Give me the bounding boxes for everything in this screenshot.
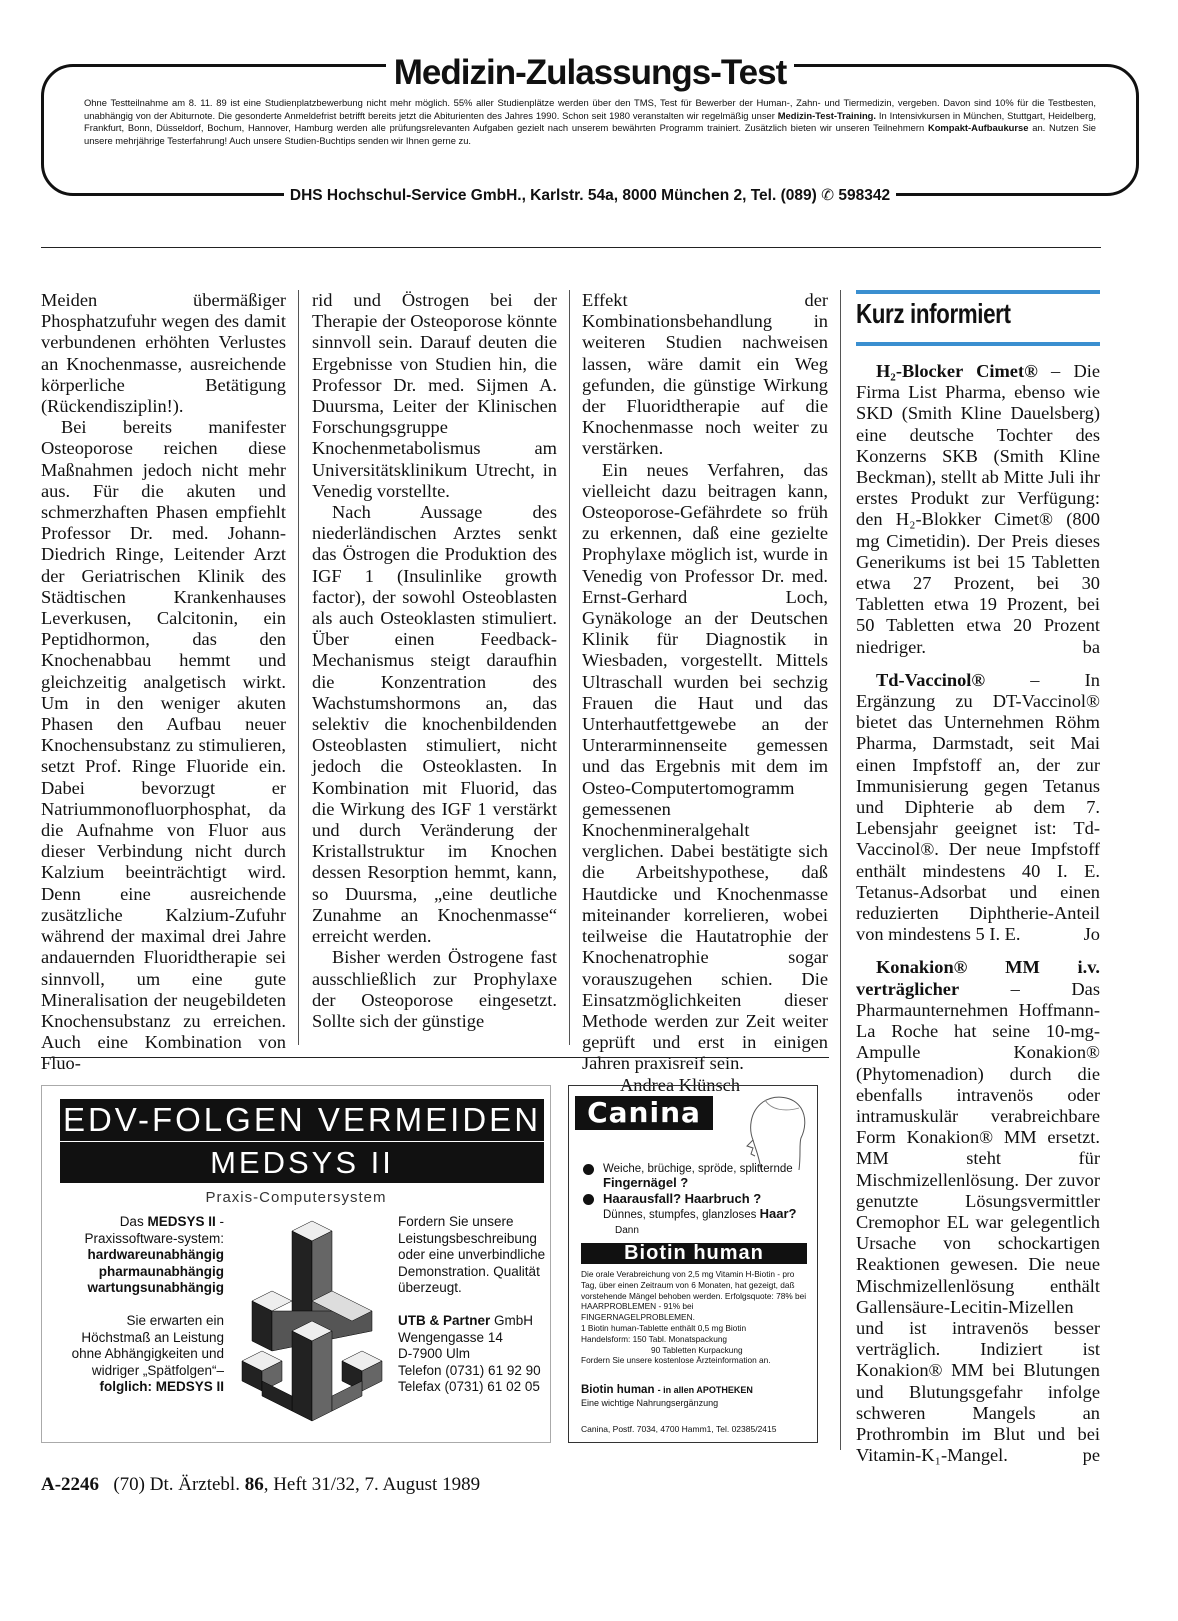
article-column-2: [312, 290, 557, 1032]
page-footer: A-2246 (70) Dt. Ärztebl. 86, Heft 31/32, 7. August 1989: [41, 1474, 481, 1495]
canina-description: Die orale Verabreichung von 2,5 mg Vitamin H-Biotin - pro Tag, über einen Zeitraum von 6 Monaten, hat gezeigt, daß vorstehende Mängel behoben werden. Erfolgsquote: 78% bei HAARPROBLEMEN - 91% bei FINGERNAGELPROBLEMEN. 1 Biotin human-Tablette enthält 0,5 mg Biotin Handelsform: 150 Tabl. Monatspackung 90 Tabletten Kurpackung Fordern Sie unsere kostenlose Ärzteinformation an.: [581, 1269, 807, 1366]
canina-logo: Canina: [575, 1096, 713, 1130]
kurz-bar-bottom: [856, 342, 1100, 346]
article-column-3: [582, 290, 828, 1096]
top-ad-footer: DHS Hochschul-Service GmbH., Karlstr. 54a, 8000 München 2, Tel. (089) ✆ 598342: [284, 187, 896, 204]
page-number: A-2246: [41, 1474, 100, 1495]
medsys-subtitle: Praxis-Computersystem: [205, 1189, 387, 1206]
divider-top: [41, 247, 1101, 248]
kurz-bar-top: [856, 290, 1100, 294]
kurz-item: H₂-Blocker Cimet® – Die Firma List Pharma, ebenso wie SKD (Smith Kline Dauelsberg) eine deutsche Tochter des Konzerns SKB (Smith Kline Beckman), stellt ab Mitte Juli ihr erstes Produkt zur Verfügung: den H₂-Blokker Cimet® (800 mg Cimetidin). Der Preis dieses Generikums ist bei 15 Tabletten etwa 27 Prozent, bei 30 Tabletten etwa 19 Prozent, bei 50 Tabletten etwa 20 Prozent niedriger. ba: [856, 361, 1100, 657]
bullet-icon: [583, 1194, 594, 1205]
article-paragraph: Ein neues Verfahren, das vielleicht dazu beitragen kann, Osteoporose-Gefährdete so früh zu erkennen, daß eine gezielte Prophylaxe möglich ist, wurde in Venedig von Professor Dr. med. Ernst-Gerhard Loch, Gynäkologe an der Deutschen Klinik für Diagnostik in Wiesbaden, vorgestellt. Mittels Ultraschall wurden bei sechzig Frauen die Haut und das Unterhautfettgewebe an der Unterarminnenseite gemessen und das Ergebnis mit dem im Osteo-Computertomogramm gemessenen Knochenmineralgehalt verglichen. Dabei bestätigte sich die Arbeitshypothese, daß Hautdicke und Knochenmasse miteinander korrelieren, wobei teilweise die Hautatrophie der Knochenatrophie sogar vorauszugehen schien. Die Einsatzmöglichkeiten dieser Methode werden zur Zeit weiter geprüft und erst in einigen Jahren praxisreif sein.: [582, 459, 828, 1074]
medsys-ad: [41, 1085, 551, 1443]
biotin-product-bar: Biotin human: [581, 1243, 807, 1264]
medsys-right-text: Fordern Sie unsere Leistungsbeschreibung oder eine unverbindliche Demonstration. Qualität überzeugt. UTB & Partner GmbH Wengengasse 14 D-7900 Ulm Telefon (0731) 61 92 90 Telefax (0731) 61 02 05: [398, 1214, 546, 1394]
article-column-1: [41, 290, 286, 1075]
canina-question-nails: Weiche, brüchige, spröde, splitternde Fingernägel ?: [583, 1162, 808, 1191]
citation: (70) Dt. Ärztebl.: [113, 1474, 240, 1495]
column-divider: [298, 290, 299, 1045]
article-paragraph: Effekt der Kombinationsbehandlung in weiteren Studien nachweisen lassen, wäre damit ein Weg gefunden, die günstige Wirkung der Fluoridtherapie auf die Knochenmasse noch weiter zu verstärken.: [582, 290, 828, 459]
cube-structure-logo: [232, 1216, 392, 1431]
canina-question-hair: Haarausfall? Haarbruch ? Dünnes, stumpfes, glanzloses Haar?: [583, 1192, 808, 1222]
canina-dann: Dann: [615, 1225, 639, 1236]
article-author: Andrea Klünsch: [620, 1074, 741, 1095]
kurz-item: Konakion® MM i.v. verträglicher – Das Pharmaunternehmen Hoffmann-La Roche hat seine 10-mg-Ampulle Konakion® (Phytomenadion) durch die ebenfalls intravenös oder intramuskulär verabreichbare Form Konakion® MM ersetzt. MM steht für Mischmizellenlösung. Der zuvor genutzte Lösungsvermittler Cremophor EL war gelegentlich Ursache von schockartigen Reaktionen gewesen. Die neue Mischmizellenlösung enthält Gallensäure-Lecitin-Mizellen und ist intravenös besser verträglich. Indiziert ist Konakion® MM bei Blutungen und Blutungsgefahr infolge schweren Mangels an Prothrombin im Blut und bei Vitamin-K₁-Mangel. pe: [856, 957, 1100, 1466]
kurz-item: Td-Vaccinol® – In Ergänzung zu DT-Vaccinol® bietet das Unternehmen Röhm Pharma, Darmstadt, seit Mai einen Impfstoff an, der zur Immunisierung gegen Tetanus und Diphterie ab dem 7. Lebensjahr geeignet ist: Td-Vaccinol®. Der neue Impfstoff enthält mindestens 40 I. E. Tetanus-Adsorbat und einen reduzierten Diphtherie-Anteil von mindestens 5 I. E. Jo: [856, 669, 1100, 945]
kurz-item-initials: ba: [1082, 636, 1100, 657]
article-paragraph: Bei bereits manifester Osteoporose reichen diese Maßnahmen jedoch nicht mehr aus. Für die akuten und schmerzhaften Phasen empfiehlt Professor Dr. med. Johann-Diedrich Ringe, Leitender Arzt der Geriatrischen Klinik des Städtischen Krankenhauses Leverkusen, Calcitonin, ein Peptidhormon, das den Knochenabbau hemmt und gleichzeitig analgetisch wirkt. Um in den weniger akuten Phasen den Aufbau neuer Knochensubstanz zu stimulieren, setzt Prof. Ringe Fluoride ein. Dabei bevorzugt er Natriummonofluorphosphat, da die Aufnahme von Fluor aus dieser Verbindung nicht durch Kalzium beeinträchtigt wird. Denn eine ausreichende zusätzliche Kalzium-Zufuhr während der maximal drei Jahre andauernden Fluoridtherapie sei sinnvoll, um eine gute Mineralisation der neugebildeten Knochensubstanz zu erreichen. Auch eine Kombination von Fluo-: [41, 417, 286, 1074]
kurz-heading: Kurz informiert: [856, 298, 1011, 329]
article-paragraph: Meiden übermäßiger Phosphatzufuhr wegen des damit verbundenen erhöhten Verlustes an Knochenmasse, ausreichende körperliche Betätigung (Rückendisziplin!).: [41, 290, 286, 417]
kurz-column: [856, 361, 1100, 1478]
column-divider: [840, 290, 841, 1450]
medsys-headline: EDV-FOLGEN VERMEIDEN: [60, 1099, 544, 1141]
canina-ad: [568, 1085, 818, 1443]
divider-ads: [41, 1057, 829, 1058]
bullet-icon: [583, 1164, 594, 1175]
top-ad-title: Medizin-Zulassungs-Test: [386, 53, 795, 92]
canina-address: Canina, Postf. 7034, 4700 Hamm1, Tel. 02385/2415: [581, 1424, 777, 1434]
column-divider: [569, 290, 570, 1045]
kurz-item-initials: Jo: [1083, 924, 1100, 945]
volume: 86: [244, 1474, 264, 1495]
top-ad-body: Ohne Testteilnahme am 8. 11. 89 ist eine Studienplatzbewerbung nicht mehr möglich. 55% aller Studienplätze werden über den TMS, Test für Bewerber der Human-, Zahn- und Tiermedizin, vergeben. Davon sind 10% für die Testbesten, unabhängig von der Abiturnote. Die gesonderte Anmeldefrist betrifft bereits jetzt die Abiturienten des Jahres 1990. Schon seit 1980 veranstalten wir regelmäßig unser Medizin-Test-Training. In Intensivkursen in München, Stuttgart, Heidelberg, Frankfurt, Bonn, Düsseldorf, Bochum, Hannover, Hamburg werden alle prüfungsrelevanten Aufgaben gezielt nach unserem bewährten Programm trainiert. Zusätzlich bieten wir unseren Teilnehmern Kompakt-Aufbaukurse an. Nutzen Sie unsere mehrjährige Testerfahrung! Auch unsere Studien-Buchtips senden wir Ihnen gerne zu.: [84, 97, 1097, 146]
article-paragraph: Nach Aussage des niederländischen Arztes senkt das Östrogen die Produktion des IGF 1 (Insulinlike growth factor), der sowohl Osteoblasten als auch Osteoklasten stimuliert. Über einen Feedback-Mechanismus steigt daraufhin die Konzentration des Wachstumshormons an, das selektiv die knochenbildenden Osteoblasten stimuliert, nicht jedoch die Osteoklasten. In Kombination mit Fluorid, das die Wirkung des IGF 1 verstärkt und durch Veränderung der Kristallstruktur im Knochen dessen Resorption hemmt, kann, so Duursma, „eine deutliche Zunahme an Knochenmasse“ erreicht werden.: [312, 502, 557, 947]
top-ad-box: [41, 53, 1139, 204]
medsys-product: MEDSYS II: [60, 1142, 544, 1183]
article-paragraph: rid und Östrogen bei der Therapie der Osteoporose könnte sinnvoll sein. Darauf deuten die Ergebnisse von Studien hin, die Professor Dr. med. Sijmen A. Duursma, Leiter der Klinischen Forschungsgruppe Knochenmetabolismus am Universitätsklinikum Utrecht, in Venedig vorstellte.: [312, 290, 557, 501]
kurz-item-initials: pe: [1082, 1445, 1100, 1466]
article-paragraph: Bisher werden Östrogene fast ausschließlich zur Prophylaxe der Osteoporose eingesetzt. Sollte sich der günstige: [312, 947, 557, 1031]
medsys-left-text: Das MEDSYS II - Praxissoftware-system: hardwareunabhängig pharmaunabhängig wartungsunabhängig Sie erwarten ein Höchstmaß an Leistung ohne Abhängigkeiten und widriger „Spätfolgen“– folglich: MEDSYS II: [71, 1214, 224, 1394]
canina-availability: Biotin human - in allen APOTHEKEN Eine wichtige Nahrungsergänzung: [581, 1384, 753, 1408]
